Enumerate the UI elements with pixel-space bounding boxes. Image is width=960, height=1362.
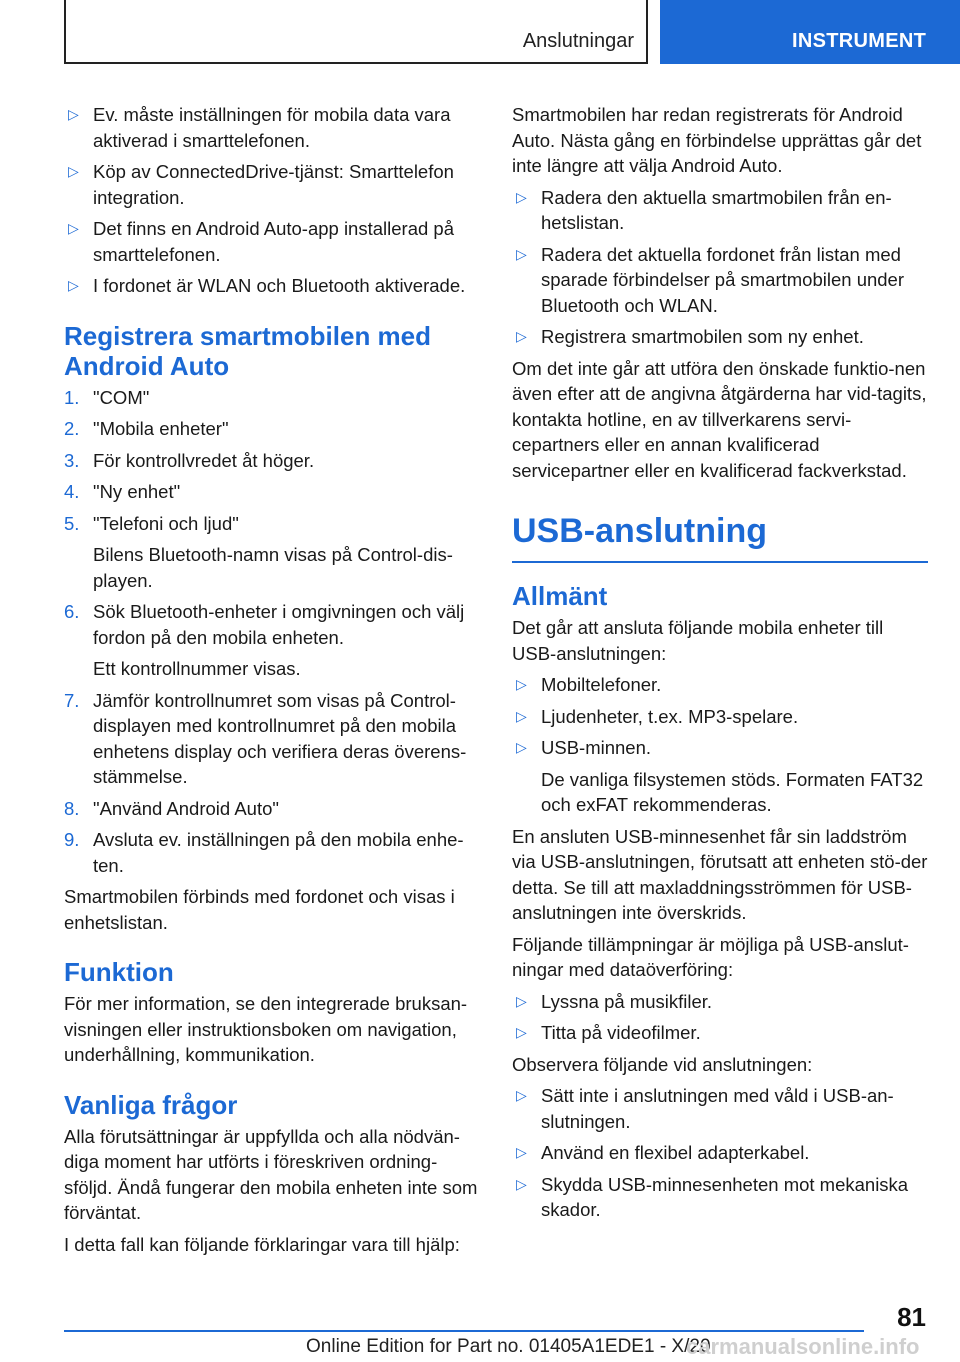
header-section-title: Anslutningar — [522, 30, 634, 52]
bullet-triangle-icon: ▷ — [516, 1024, 527, 1040]
list-item: ▷ Radera det aktuella fordonet från listan med sparade förbindelser på smartmobilen under Bluetooth och WLAN. — [516, 243, 905, 316]
bullet-triangle-icon: ▷ — [68, 106, 79, 122]
bullet-triangle-icon: ▷ — [516, 188, 527, 205]
bullet-triangle-icon: ▷ — [516, 1087, 527, 1103]
list-item: ▷ Radera den aktuella smartmobilen från en-hetslistan. — [516, 186, 892, 233]
step-item: 4. "Ny enhet" — [64, 481, 181, 502]
bullet-triangle-icon: ▷ — [516, 707, 527, 724]
step-item: 5. "Telefoni och ljud" — [64, 512, 239, 534]
footer-divider — [64, 1330, 864, 1332]
bullet-triangle-icon: ▷ — [516, 1175, 527, 1192]
list-item: ▷ Sätt inte i anslutningen med våld i USB-an-slutningen. — [516, 1085, 894, 1132]
bullet-triangle-icon: ▷ — [516, 328, 527, 344]
step-note: Bilens Bluetooth-namn visas på Control-dis-playen. — [93, 544, 453, 591]
step-item: 1. "COM" — [64, 386, 150, 408]
intro-text: Smartmobilen har redan registrerats för Android Auto. Nästa gång en förbindelse upprättas går det inte längre att välja Android Auto. — [512, 104, 922, 176]
list-item: ▷ Lyssna på musikfiler. — [512, 989, 928, 1015]
apps-text: Följande tillämpningar är möjliga på USB-anslut-ningar med dataöverföring: — [512, 933, 909, 980]
bullet-triangle-icon: ▷ — [68, 220, 79, 236]
bullet-triangle-icon: ▷ — [516, 992, 527, 1009]
register-result: Smartmobilen förbinds med fordonet och visas i enhetslistan. — [64, 886, 455, 933]
bullet-triangle-icon: ▷ — [516, 245, 527, 262]
step-item: 9. Avsluta ev. inställningen på den mobila enhe-ten. — [64, 829, 464, 876]
list-item: ▷ Det finns en Android Auto-app installerad på smarttelefonen. — [68, 218, 454, 265]
bullet-triangle-icon: ▷ — [516, 676, 527, 692]
step-item: 6. Sök Bluetooth-enheter i omgivningen och välj fordon på den mobila enheten. — [64, 601, 465, 648]
usb-heading: USB-anslutning — [512, 511, 928, 563]
step-item: 7. Jämför kontrollnumret som visas på Control-displayen med kontrollnumret på den mobila enhetens display och verifiera deras överens-stämmelse. — [64, 689, 467, 787]
faq-text: I detta fall kan följande förklaringar vara till hjälp: — [64, 1233, 460, 1255]
list-item: ▷ Mobiltelefoner. — [512, 672, 928, 698]
faq-text: Alla förutsättningar är uppfyllda och alla nödvän-diga moment har utförts i föreskriven ordning-sföljd. Ändå fungerar den mobila enheten inte som förväntat. — [64, 1125, 478, 1223]
step-note: Ett kontrollnummer visas. — [93, 658, 301, 679]
bullet-triangle-icon: ▷ — [68, 163, 79, 179]
bullet-triangle-icon: ▷ — [516, 739, 527, 755]
right-column — [512, 102, 928, 1229]
usb-note: De vanliga filsystemen stöds. Formaten FAT32 och exFAT rekommenderas. — [541, 768, 924, 815]
list-item: ▷ I fordonet är WLAN och Bluetooth aktiverade. — [64, 273, 482, 299]
list-item: ▷ Skydda USB-minnesenheten mot mekaniska skador. — [516, 1173, 909, 1220]
header-section-box — [64, 0, 648, 64]
left-column — [64, 102, 482, 1263]
register-heading: Registrera smartmobilen med Android Auto — [64, 320, 432, 381]
list-item: ▷ Ljudenheter, t.ex. MP3-spelare. — [512, 704, 928, 730]
step-item: 8. "Använd Android Auto" — [64, 797, 279, 819]
list-item: ▷ Titta på videofilmer. — [512, 1020, 928, 1046]
list-item: ▷ Köp av ConnectedDrive-tjänst: Smarttelefon integration. — [68, 161, 454, 208]
list-item: ▷ Ev. måste inställningen för mobila data vara aktiverad i smarttelefonen. — [68, 104, 451, 151]
bullet-triangle-icon: ▷ — [68, 277, 79, 293]
list-item: ▷ USB-minnen. — [512, 735, 928, 761]
function-heading: Funktion — [64, 957, 174, 987]
footer-edition: Online Edition for Part no. 01405A1EDE1 - X/20 — [306, 1336, 711, 1357]
list-item: ▷ Använd en flexibel adapterkabel. — [512, 1140, 928, 1166]
fallback-text: Om det inte går att utföra den önskade funktio-nen även efter att de angivna åtgärderna har vid-tagits, kontakta hotline, en av tillverkarens servi-cepartners eller en annan kvalificerad servicepartner eller en kvalificerad fackverkstad. — [512, 357, 927, 481]
faq-heading: Vanliga frågor — [64, 1089, 238, 1120]
page-number: 81 — [897, 1302, 926, 1332]
observe-text: Observera följande vid anslutningen: — [512, 1053, 813, 1075]
watermark: carmanualsonline.info — [686, 1334, 920, 1359]
general-heading: Allmänt — [512, 581, 608, 611]
step-item: 3. För kontrollvredet åt höger. — [64, 449, 315, 471]
step-item: 2. "Mobila enheter" — [64, 418, 229, 439]
general-text: Det går att ansluta följande mobila enheter till USB-anslutningen: — [512, 617, 884, 664]
list-item: ▷ Registrera smartmobilen som ny enhet. — [512, 324, 928, 350]
bullet-triangle-icon: ▷ — [516, 1144, 527, 1160]
charge-text: En ansluten USB-minnesenhet får sin laddström via USB-anslutningen, förutsatt att enheten stö-der detta. Se till att maxladdningsströmmen för USB-anslutningen inte överskrids. — [512, 825, 928, 923]
header-chapter-tab[interactable]: INSTRUMENT — [660, 0, 960, 64]
function-text: För mer information, se den integrerade bruksan-visningen eller instruktionsboken om navigation, underhållning, kommunikation. — [64, 993, 468, 1065]
